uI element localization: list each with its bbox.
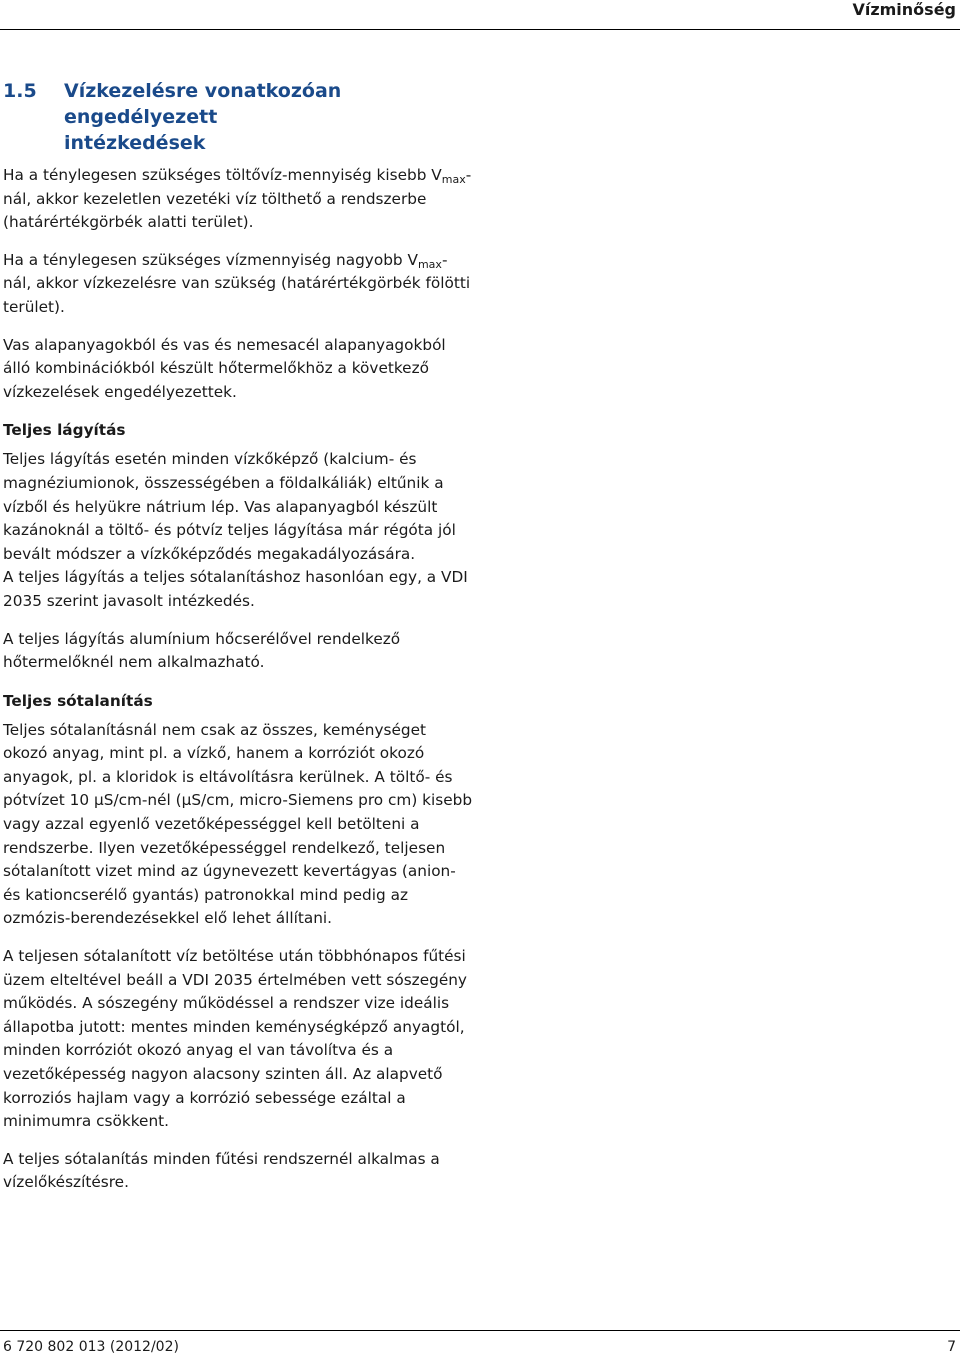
footer-page-number: 7 <box>947 1339 956 1355</box>
section-title: Vízkezelésre vonatkozóan engedélyezett intézkedések <box>64 80 342 154</box>
softening-paragraph-1: Teljes lágyítás esetén minden vízkőképző (kalcium- és magnéziumionok, összességében a földalkáliák) eltűnik a vízből és helyükre nátrium lép. Vas alapanyagból készült kazánoknál a töltő- és pótvíz teljes lágyítása már régóta jól bevált módszer a vízkőképződés megakadályozására. <box>3 450 456 563</box>
softening-paragraph-2: A teljes lágyítás a teljes sótalanításhoz hasonlóan egy, a VDI 2035 szerint javasolt intézkedés. <box>3 568 468 610</box>
desalination-paragraph-1: Teljes sótalanításnál nem csak az összes, keménységet okozó anyag, mint pl. a vízkő, hanem a korróziót okozó anyagok, pl. a kloridok is eltávolításra kerülnek. A töltő- és pótvízet 10 µS/cm-nél (µS/cm, micro-Siemens pro cm) kisebb vagy azzal egyenlő vezetőképességgel kell betölteni a rendszerbe. Ilyen vezetőképességgel rendelkező, teljesen sótalanított vizet mind az úgynevezett kevertágyas (anion- és kationcserélő gyantás) patronokkal mind pedig az ozmózis-berendezésekkel elő lehet állítani. <box>3 720 473 928</box>
section-heading <box>3 78 473 156</box>
footer-divider <box>0 1330 960 1331</box>
softening-heading: Teljes lágyítás <box>3 421 126 440</box>
header-divider <box>0 29 960 30</box>
desalination-heading: Teljes sótalanítás <box>3 691 153 710</box>
softening-paragraph-3: A teljes lágyítás alumínium hőcserélővel rendelkező hőtermelőknél nem alkalmazható. <box>3 629 401 672</box>
footer-document-code: 6 720 802 013 (2012/02) <box>3 1339 179 1355</box>
intro-paragraph-2: Ha a ténylegesen szükséges vízmennyiség nagyobb $V_{max}$-nál, akkor vízkezelésre van szükség (határértékgörbék fölötti terület). <box>3 250 471 316</box>
header-section-label: Vízminőség <box>852 0 956 19</box>
desalination-paragraph-2: A teljesen sótalanított víz betöltése után többhónapos fűtési üzem elteltével beáll a VDI 2035 értelmében vett sószegény működés. A sószegény működéssel a rendszer vize ideális állapotba jutott: mentes minden keménységképző anyagtól, minden korróziót okozó anyag el van távolítva és a vezetőképesség nagyon alacsony szinten áll. Az alapvető korroziós hajlam vagy a korrózió sebessége ezáltal a minimumra csökkent. <box>3 947 467 1131</box>
intro-paragraph-1: Ha a ténylegesen szükséges töltővíz-mennyiség kisebb $V_{max}$-nál, akkor kezeletlen vezetéki víz tölthető a rendszerbe (határértékgörbék alatti terület). <box>3 166 472 232</box>
intro-paragraph-3: Vas alapanyagokból és vas és nemesacél alapanyagokból álló kombinációkból készült hőtermelőkhöz a következő vízkezelések engedélyezettek. <box>3 335 446 401</box>
page-content <box>3 78 473 1209</box>
section-number: 1.5 <box>3 80 37 102</box>
desalination-paragraph-3: A teljes sótalanítás minden fűtési rendszernél alkalmas a vízelőkészítésre. <box>3 1149 440 1192</box>
